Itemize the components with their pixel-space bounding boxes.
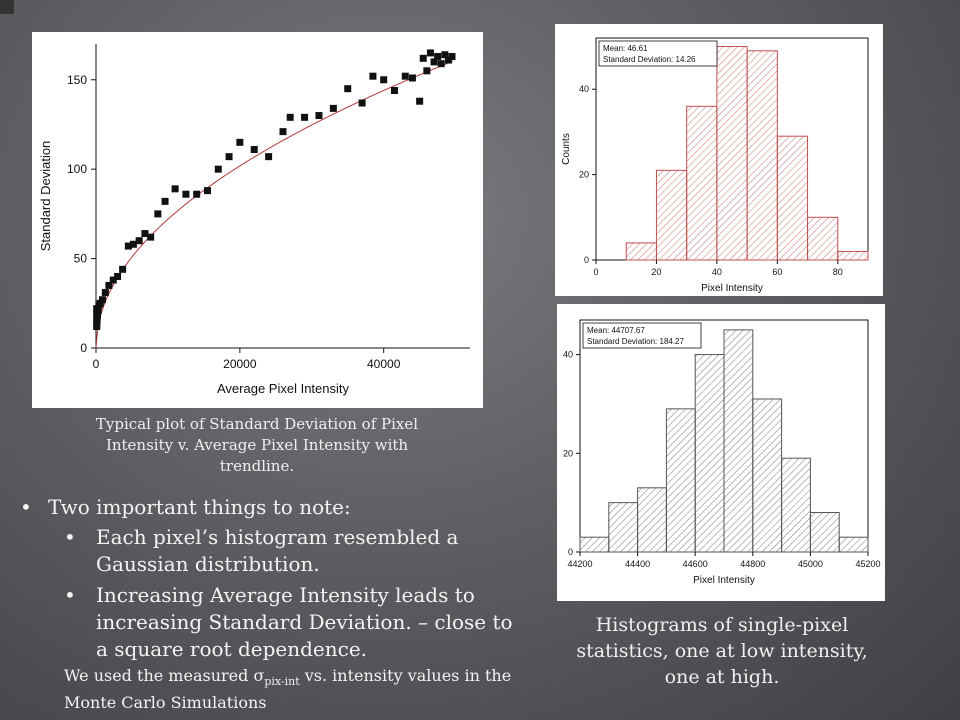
data-point xyxy=(119,266,126,273)
data-point xyxy=(93,305,100,312)
notes-list xyxy=(20,494,540,713)
bullet-main: • Two important things to note: xyxy=(20,494,540,520)
histogram-bar xyxy=(777,136,807,260)
data-point xyxy=(438,60,445,67)
histogram-bar xyxy=(747,51,777,260)
x-tick-label: 45000 xyxy=(797,559,823,569)
x-tick-label: 45200 xyxy=(855,559,881,569)
data-point xyxy=(204,187,211,194)
histogram-bar xyxy=(656,170,686,260)
bullet-gaussian: • Each pixel’s histogram resembled a Gaussian distribution. xyxy=(20,524,540,578)
x-tick-label: 20 xyxy=(651,267,662,277)
note-prefix: We used the measured σ xyxy=(64,666,265,685)
note-suffix: vs. intensity values in the Monte Carlo Simulations xyxy=(64,666,512,713)
y-tick-label: 40 xyxy=(578,84,589,95)
y-axis-title: Counts xyxy=(561,133,572,165)
bullet-sqrt-dependence: • Increasing Average Intensity leads to increasing Standard Deviation. – close to a square root dependence. xyxy=(20,582,540,663)
data-point xyxy=(369,73,376,80)
stats-std: Standard Deviation: 184.27 xyxy=(587,337,684,346)
histogram-bar xyxy=(687,106,717,260)
histogram-low-intensity xyxy=(555,24,883,296)
data-point xyxy=(114,273,121,280)
x-tick-label: 40 xyxy=(711,267,722,277)
y-tick-label: 150 xyxy=(66,72,87,87)
data-point xyxy=(434,53,441,60)
x-axis-title: Pixel Intensity xyxy=(693,575,755,586)
x-tick-label: 40000 xyxy=(367,357,401,371)
data-point xyxy=(136,237,143,244)
histogram-bar xyxy=(609,503,638,552)
histogram-high-intensity xyxy=(557,304,885,601)
x-axis-title: Average Pixel Intensity xyxy=(217,381,349,396)
data-point xyxy=(301,114,308,121)
data-point xyxy=(215,166,222,173)
histogram-bar xyxy=(638,488,667,552)
data-point xyxy=(423,67,430,74)
data-point xyxy=(102,289,109,296)
data-point xyxy=(154,210,161,217)
histogram-bar xyxy=(717,47,747,260)
stats-std: Standard Deviation: 14.26 xyxy=(603,55,696,64)
scatter-plot xyxy=(32,32,483,408)
scatter-caption: Typical plot of Standard Deviation of Pixel Intensity v. Average Pixel Intensity with trendline. xyxy=(95,415,419,475)
data-point xyxy=(99,296,106,303)
data-point xyxy=(265,153,272,160)
data-point xyxy=(287,114,294,121)
data-point xyxy=(251,146,258,153)
data-point xyxy=(147,234,154,241)
y-tick-label: 0 xyxy=(80,341,87,355)
histogram-bar xyxy=(782,458,811,552)
y-tick-label: 100 xyxy=(66,162,87,177)
histogram-bar xyxy=(810,513,839,552)
histogram-bar xyxy=(695,355,724,552)
x-tick-label: 44400 xyxy=(625,559,651,569)
y-tick-label: 20 xyxy=(578,169,589,180)
note-subscript: pix-int xyxy=(264,675,300,689)
data-point xyxy=(380,76,387,83)
y-axis-title: Standard Deviation xyxy=(38,140,53,252)
trendline xyxy=(96,61,453,348)
data-point xyxy=(409,74,416,81)
data-point xyxy=(416,98,423,105)
y-tick-label: 0 xyxy=(567,547,573,557)
histogram-low-panel xyxy=(555,24,883,296)
histogram-bar xyxy=(724,330,753,552)
data-point xyxy=(402,73,409,80)
data-point xyxy=(449,53,456,60)
x-tick-label: 20000 xyxy=(223,357,257,371)
x-tick-label: 80 xyxy=(832,267,843,277)
x-axis-title: Pixel Intensity xyxy=(701,283,763,294)
stats-mean: Mean: 44707.67 xyxy=(587,326,645,335)
x-tick-label: 60 xyxy=(772,267,783,277)
x-tick-label: 44600 xyxy=(682,559,708,569)
histogram-bar xyxy=(808,217,838,260)
histogram-bar xyxy=(626,243,656,260)
x-tick-label: 0 xyxy=(593,267,599,277)
data-point xyxy=(236,139,243,146)
data-point xyxy=(391,87,398,94)
histogram-bar xyxy=(753,399,782,552)
x-tick-label: 0 xyxy=(92,357,100,371)
data-point xyxy=(315,112,322,119)
data-point xyxy=(226,153,233,160)
data-point xyxy=(427,49,434,56)
data-point xyxy=(280,128,287,135)
data-point xyxy=(344,85,351,92)
histogram-caption: Histograms of single-pixel statistics, one at low intensity, one at high. xyxy=(576,614,868,688)
x-tick-label: 44800 xyxy=(740,559,766,569)
data-point xyxy=(359,100,366,107)
histogram-bar xyxy=(666,409,695,552)
y-tick-label: 0 xyxy=(583,255,589,265)
histogram-bar xyxy=(839,537,868,552)
monte-carlo-note xyxy=(20,665,540,713)
data-point xyxy=(193,191,200,198)
data-point xyxy=(172,185,179,192)
x-tick-label: 44200 xyxy=(567,559,593,569)
data-point xyxy=(162,198,169,205)
histogram-bar xyxy=(838,251,868,260)
y-tick-label: 20 xyxy=(562,448,573,459)
stats-mean: Mean: 46.61 xyxy=(603,44,648,53)
scatter-plot-panel xyxy=(32,32,483,408)
slide-corner-mark xyxy=(0,0,14,14)
data-point xyxy=(420,55,427,62)
y-tick-label: 40 xyxy=(562,349,573,360)
y-tick-label: 50 xyxy=(73,251,87,266)
histogram-high-panel xyxy=(557,304,885,601)
data-point xyxy=(182,191,189,198)
data-point xyxy=(330,105,337,112)
histogram-bar xyxy=(580,537,609,552)
